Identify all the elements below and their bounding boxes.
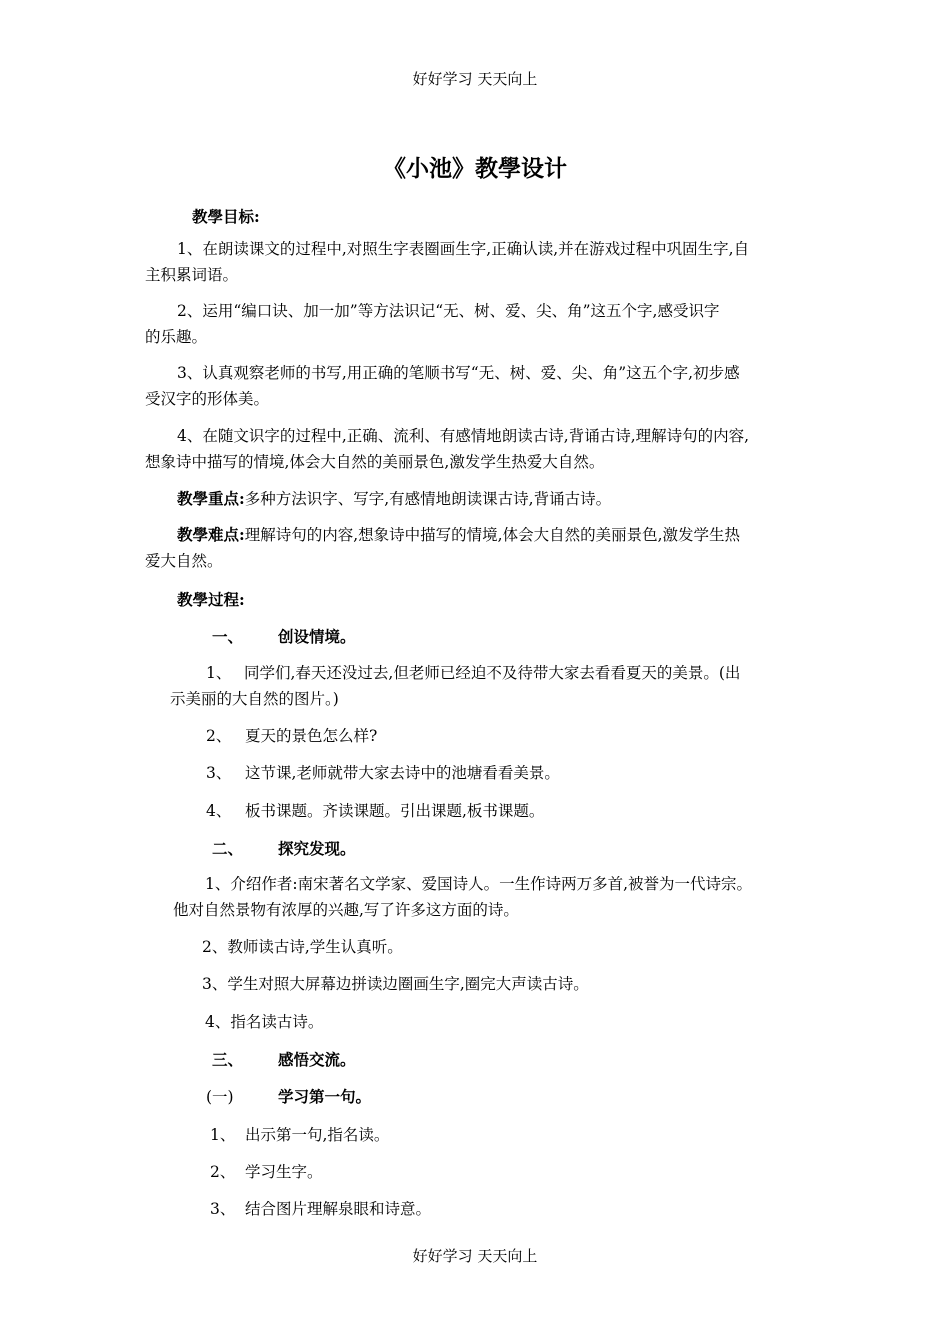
section-1-item-3-text: 这节课,老师就带大家去诗中的池塘看看美景。 [245, 764, 560, 782]
section-2-item-1: 1、介绍作者:南宋著名文学家、爱国诗人。一生作诗两万多首,被誉为一代诗宗。 他对自然景物有浓厚的兴趣,写了许多这方面的诗。 [173, 875, 753, 919]
subsection-1-item-1-number: 1、 [210, 1126, 236, 1144]
section-2-title: 探究发现。 [278, 839, 356, 858]
page-header: 好好学习 天天向上 [412, 70, 538, 88]
objective-2: 2、运用“编口诀、加一加”等方法识记“无、树、爱、尖、角”这五个字,感受识字 的乐趣。 [145, 302, 720, 346]
section-3-number: 三、 [212, 1050, 244, 1069]
section-1-item-4-text: 板书课题。齐读课题。引出课题,板书课题。 [245, 802, 545, 820]
objective-3: 3、认真观察老师的书写,用正确的笔顺书写“无、树、爱、尖、角”这五个字,初步感 受汉字的形体美。 [145, 364, 740, 408]
key-points-text: 多种方法识字、写字,有感情地朗读课古诗,背诵古诗。 [244, 490, 612, 508]
subsection-1-item-1-text: 出示第一句,指名读。 [245, 1126, 390, 1144]
section-1-item-2-number: 2、 [206, 727, 232, 745]
process-heading: 教學过程: [177, 590, 245, 609]
section-1-title: 创设情境。 [278, 627, 356, 646]
subsection-1-item-2-number: 2、 [210, 1163, 236, 1181]
subsection-1-title: 学习第一句。 [278, 1087, 372, 1106]
section-1-number: 一、 [212, 627, 244, 646]
document-title: 《小池》教學设计 [383, 155, 567, 182]
key-points [177, 487, 611, 509]
section-1-item-1: 1、 同学们,春天还没过去,但老师已经迫不及待带大家去看看夏天的美景。(出 示美丽的大自然的图片。) [170, 664, 741, 708]
subsection-1-item-2-text: 学习生字。 [245, 1163, 323, 1181]
section-2-item-3: 3、学生对照大屏幕边拼读边圈画生字,圈完大声读古诗。 [202, 975, 589, 993]
page-footer: 好好学习 天天向上 [412, 1247, 538, 1265]
objective-4: 4、在随文识字的过程中,正确、流利、有感情地朗读古诗,背诵古诗,理解诗句的内容, 想象诗中描写的情境,体会大自然的美丽景色,激发学生热爱大自然。 [145, 427, 750, 471]
key-points-label: 教學重点: [177, 489, 245, 508]
subsection-1-number: (一) [206, 1088, 234, 1106]
difficulties: 教學难点:理解诗句的内容,想象诗中描写的情境,体会大自然的美丽景色,激发学生热 爱大自然。 [145, 525, 741, 570]
section-3-title: 感悟交流。 [278, 1050, 356, 1069]
objective-1: 1、在朗读课文的过程中,对照生字表圈画生字,正确认读,并在游戏过程中巩固生字,自 主积累词语。 [145, 240, 750, 284]
objectives-heading: 教學目标: [192, 207, 260, 226]
section-2-item-4: 4、指名读古诗。 [205, 1013, 324, 1031]
subsection-1-item-3-number: 3、 [210, 1200, 236, 1218]
difficulties-text: 理解诗句的内容,想象诗中描写的情境,体会大自然的美丽景色,激发学生热 [244, 526, 741, 544]
section-1-item-3-number: 3、 [206, 764, 232, 782]
difficulties-label: 教學难点: [177, 525, 245, 544]
section-2-item-2: 2、教师读古诗,学生认真听。 [202, 938, 403, 956]
section-1-item-4-number: 4、 [206, 802, 232, 820]
section-2-number: 二、 [212, 839, 244, 858]
section-1-item-2-text: 夏天的景色怎么样? [245, 727, 378, 745]
subsection-1-item-3-text: 结合图片理解泉眼和诗意。 [245, 1200, 432, 1218]
